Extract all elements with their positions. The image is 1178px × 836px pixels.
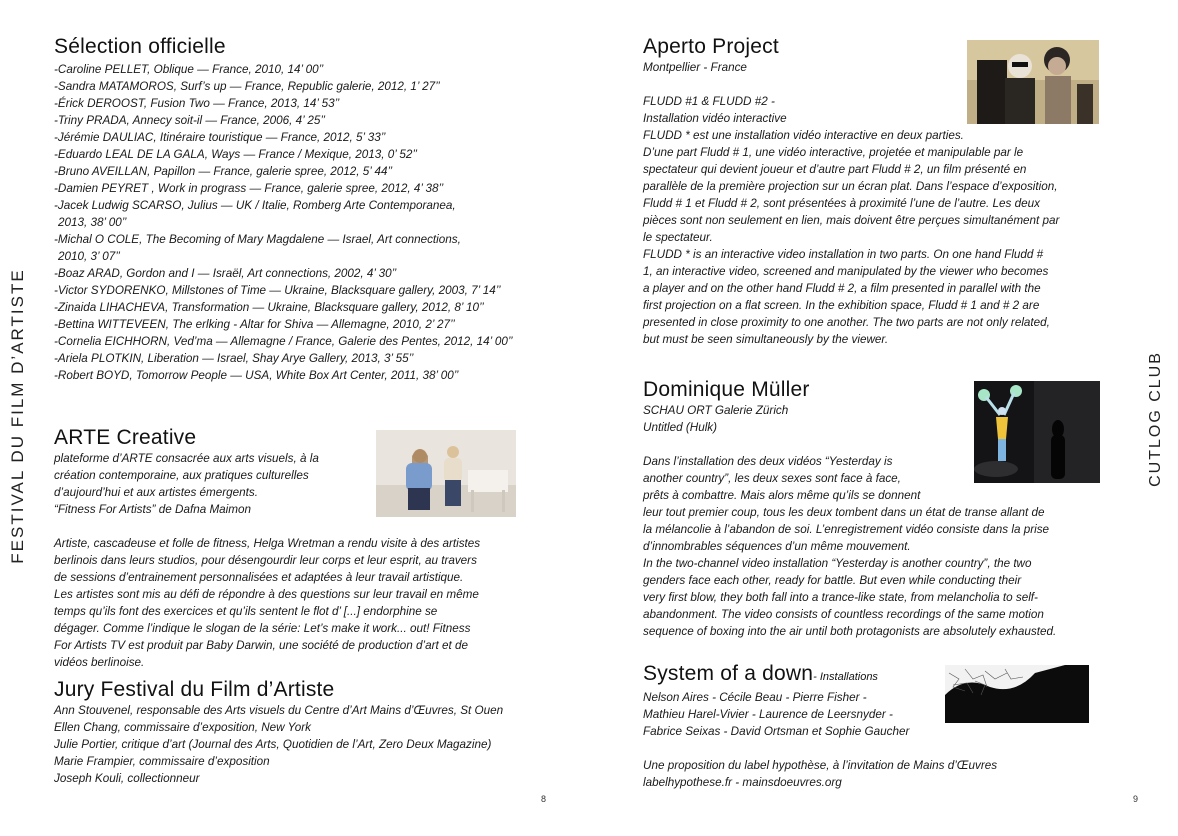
muller-body-line: another country”, les deux sexes sont face à face, xyxy=(643,472,901,485)
arte-body-line: temps qu’ils font des exercices et qu’ils sentent le flot d’ [...] endorphine se xyxy=(54,605,438,618)
arte-intro-line: d’aujourd’hui et aux artistes émergents. xyxy=(54,486,258,499)
arte-body-line: Artiste, cascadeuse et folle de fitness, Helga Wretman a rendu visite à des artistes xyxy=(54,537,481,550)
muller-body-line: Dans l’installation des deux vidéos “Yesterday is xyxy=(643,455,893,468)
muller-body-line: prêts à combattre. Mais alors même qu’ils se donnent xyxy=(643,489,921,502)
muller-body-line: la mélancolie à l’abandon de soi. L’enregistrement vidéo consiste dans la prise xyxy=(643,523,1050,536)
arte-photo xyxy=(376,430,516,517)
arte-intro-line: création contemporaine, aux pratiques culturelles xyxy=(54,469,309,482)
sod-artist-line: Fabrice Seixas - David Ortsman et Sophie Gaucher xyxy=(643,725,910,738)
muller-photo-image xyxy=(974,381,1100,483)
arte-body-line: dégager. Comme l’indique le slogan de la série: Let’s make it work... out! Fitness xyxy=(54,622,471,635)
aperto-body-line: presented in close proximity to one another. The two parts are not only related, xyxy=(643,316,1050,329)
aperto-body-line: Fludd # 1 et Fludd # 2, sont présentées à proximité l’une de l’autre. Les deux xyxy=(643,197,1040,210)
arte-photo-image xyxy=(376,430,516,517)
selection-list xyxy=(54,61,513,384)
aperto-body-line: le spectateur. xyxy=(643,231,713,244)
muller-body-line: d’innombrables séquences d’un même mouvement. xyxy=(643,540,911,553)
aperto-photo-image xyxy=(967,40,1099,124)
muller-subtitle: SCHAU ORT Galerie Zürich xyxy=(643,404,789,417)
selection-item: -Damien PEYRET , Work in prograss — France, galerie spree, 2012, 4’ 38’’ xyxy=(54,182,444,195)
arte-body-line: berlinois dans leurs studios, pour désengourdir leur corps et leur esprit, au travers xyxy=(54,554,477,567)
aperto-body-line: parallèle de la première projection sur un écran plat. Dans l’espace d’exposition, xyxy=(643,180,1058,193)
muller-work: Untitled (Hulk) xyxy=(643,421,718,434)
selection-item: 2013, 38’ 00’’ xyxy=(58,216,127,229)
aperto-body-line: D’une part Fludd # 1, une vidéo interactive, projetée et manipulable par le xyxy=(643,146,1024,159)
jury-item: Joseph Kouli, collectionneur xyxy=(54,772,200,785)
jury-item: Julie Portier, critique d’art (Journal des Arts, Quotidien de l’Art, Zero Deux Magazine) xyxy=(54,738,492,751)
aperto-body-line: FLUDD * is an interactive video installation in two parts. On one hand Fludd # xyxy=(643,248,1044,261)
sod-note-line: Une proposition du label hypothèse, à l’invitation de Mains d’Œuvres xyxy=(643,759,998,772)
aperto-body-line: but must be seen simultaneously by the viewer. xyxy=(643,333,889,346)
sod-note-line: labelhypothese.fr - mainsdoeuvres.org xyxy=(643,776,842,789)
aperto-body-line: FLUDD * est une installation vidéo interactive en deux parties. xyxy=(643,129,964,142)
selection-item: -Bruno AVEILLAN, Papillon — France, galerie spree, 2012, 5’ 44’’ xyxy=(54,165,393,178)
selection-item: -Érick DEROOST, Fusion Two — France, 2013, 14’ 53’’ xyxy=(54,97,340,110)
arte-body-line: vidéos berlinoise. xyxy=(54,656,145,669)
arte-body-line: For Artists TV est produit par Baby Darwin, une société de production d’art et de xyxy=(54,639,469,652)
muller-body-line: leur tout premier coup, tous les deux tombent dans un état de transe allant de xyxy=(643,506,1045,519)
muller-photo xyxy=(974,381,1100,483)
selection-item: -Triny PRADA, Annecy soit-il — France, 2006, 4’ 25’’ xyxy=(54,114,326,127)
arte-intro-line: plateforme d’ARTE consacrée aux arts visuels, à la xyxy=(54,452,319,465)
jury-item: Marie Frampier, commissaire d’exposition xyxy=(54,755,270,768)
side-title-right: CUTLOG CLUB xyxy=(1147,351,1164,487)
aperto-body-line: a player and on the other hand Fludd # 2, a film presented in parallel with the xyxy=(643,282,1041,295)
sod-title-suffix: - Installations xyxy=(813,671,878,683)
aperto-body xyxy=(643,127,1103,348)
aperto-body-line: first projection on a flat screen. In the exhibition space, Fludd # 1 and # 2 are xyxy=(643,299,1040,312)
selection-item: -Victor SYDORENKO, Millstones of Time — Ukraine, Blacksquare gallery, 2003, 7’ 14’’ xyxy=(54,284,501,297)
selection-item: -Jacek Ludwig SCARSO, Julius — UK / Italie, Romberg Arte Contemporanea, xyxy=(54,199,456,212)
selection-item: -Bettina WITTEVEEN, The erlking - Altar for Shiva — Allemagne, 2010, 2’ 27’’ xyxy=(54,318,455,331)
selection-item: -Eduardo LEAL DE LA GALA, Ways — France / Mexique, 2013, 0’ 52’’ xyxy=(54,148,418,161)
muller-body-line: genders face each other, ready for battle. But even while conducting their xyxy=(643,574,1022,587)
selection-item: -Robert BOYD, Tomorrow People — USA, White Box Art Center, 2011, 38’ 00’’ xyxy=(54,369,459,382)
aperto-body-line: pièces sont non seulement en lien, mais doivent être perçues simultanément par xyxy=(643,214,1060,227)
aperto-photo xyxy=(967,40,1099,124)
page-number-left: 8 xyxy=(541,794,547,804)
sod-artist-line: Mathieu Harel-Vivier - Laurence de Leersnyder - xyxy=(643,708,893,721)
sod-photo-image xyxy=(945,665,1089,723)
side-title-left: FESTIVAL DU FILM D’ARTISTE xyxy=(8,268,27,564)
aperto-body-line: spectateur qui devient joueur et d’autre part Fludd # 2, un film présenté en xyxy=(643,163,1027,176)
sod-note xyxy=(643,757,1103,791)
selection-item: -Caroline PELLET, Oblique — France, 2010, 14’ 00’’ xyxy=(54,63,324,76)
jury-section xyxy=(54,678,503,787)
page-number-right: 9 xyxy=(1133,794,1139,804)
selection-item: -Sandra MATAMOROS, Surf’s up — France, Republic galerie, 2012, 1’ 27’’ xyxy=(54,80,440,93)
muller-body-line: very first blow, they both fall into a trance-like state, from melancholia to self- xyxy=(643,591,1038,604)
selection-item: -Boaz ARAD, Gordon and I — Israël, Art connections, 2002, 4’ 30’’ xyxy=(54,267,397,280)
selection-title: Sélection officielle xyxy=(54,35,226,58)
arte-intro-line: “Fitness For Artists” de Dafna Maimon xyxy=(54,503,252,516)
sod-photo xyxy=(945,665,1089,723)
selection-item: -Cornelia EICHHORN, Ved’ma — Allemagne / France, Galerie des Pentes, 2012, 14’ 00’’ xyxy=(54,335,513,348)
jury-item: Ellen Chang, commissaire d’exposition, New York xyxy=(54,721,312,734)
jury-title: Jury Festival du Film d’Artiste xyxy=(54,678,335,701)
aperto-title: Aperto Project xyxy=(643,35,779,58)
arte-body xyxy=(54,535,524,671)
jury-list xyxy=(54,702,503,787)
sod-artist-line: Nelson Aires - Cécile Beau - Pierre Fisher - xyxy=(643,691,867,704)
arte-title: ARTE Creative xyxy=(54,426,197,449)
muller-body-line: sequence of boxing into the air until both protagonists are absolutely exhausted. xyxy=(643,625,1057,638)
muller-body-line: In the two-channel video installation “Yesterday is another country”, the two xyxy=(643,557,1032,570)
jury-item: Ann Stouvenel, responsable des Arts visuels du Centre d’Art Mains d’Œuvres, St Ouen xyxy=(54,704,504,717)
selection-item: -Zinaida LIHACHEVA, Transformation — Ukraine, Blacksquare gallery, 2012, 8’ 10’’ xyxy=(54,301,484,314)
selection-section xyxy=(54,35,513,384)
selection-item: -Jérémie DAULIAC, Itinéraire touristique — France, 2012, 5’ 33’’ xyxy=(54,131,386,144)
aperto-subtitle: Montpellier - France xyxy=(643,61,747,74)
selection-item: -Michal O COLE, The Becoming of Mary Magdalene — Israel, Art connections, xyxy=(54,233,461,246)
arte-body-line: Les artistes sont mis au défi de répondre à des questions sur leur travail en même xyxy=(54,588,479,601)
selection-item: -Ariela PLOTKIN, Liberation — Israel, Shay Arye Gallery, 2013, 3’ 55’’ xyxy=(54,352,414,365)
sod-title-main: System of a down xyxy=(643,662,814,685)
aperto-work-line: FLUDD #1 & FLUDD #2 - xyxy=(643,95,775,108)
aperto-body-line: 1, an interactive video, screened and manipulated by the viewer who becomes xyxy=(643,265,1049,278)
muller-body-line: abandonment. The video consists of countless recordings of the same motion xyxy=(643,608,1044,621)
aperto-work-line: Installation vidéo interactive xyxy=(643,112,787,125)
arte-body-line: de sessions d’entrainement personnalisées et adaptées à leur travail artistique. xyxy=(54,571,464,584)
muller-title: Dominique Müller xyxy=(643,378,810,401)
selection-item: 2010, 3’ 07’’ xyxy=(58,250,120,263)
